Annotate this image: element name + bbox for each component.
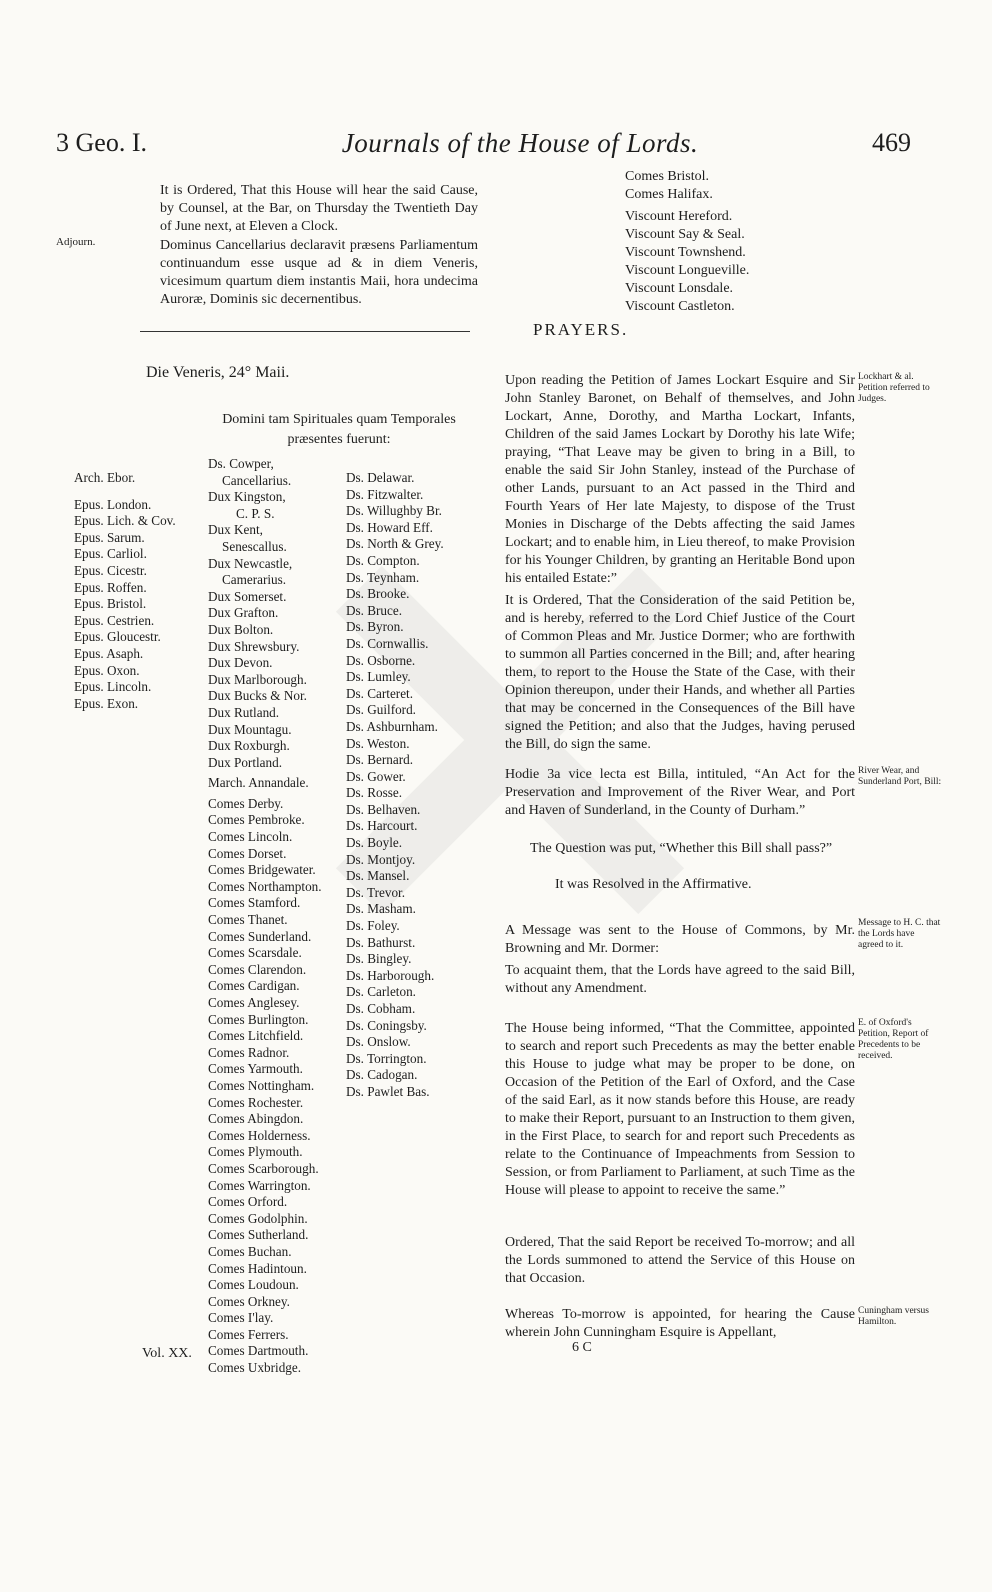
margin-note-lockhart: Lockhart & al. Petition referred to Judges.	[858, 372, 930, 404]
list-item: Comes Dorset.	[208, 845, 287, 861]
list-item: Camerarius.	[222, 572, 287, 588]
list-item: Ds. Rosse.	[346, 785, 403, 801]
list-lords-temporal-1	[208, 456, 348, 1377]
list-item: Ds. Belhaven.	[346, 801, 421, 817]
list-item: Viscount Castleton.	[625, 299, 735, 314]
list-item: Ds. Cobham.	[346, 1001, 416, 1016]
list-item: Epus. Carliol.	[74, 546, 147, 562]
list-item: Comes Litchfield.	[208, 1028, 304, 1044]
top-right-list	[625, 168, 885, 316]
list-item: Ds. Harborough.	[346, 967, 435, 983]
list-item: Ds. Masham.	[346, 901, 416, 917]
list-item: Dux Devon.	[208, 655, 273, 671]
list-item: Ds. Carleton.	[346, 984, 416, 1000]
list-item: Dux Mountagu.	[208, 721, 292, 737]
margin-note-wear: River Wear, and Sunderland Port, Bill:	[858, 766, 942, 787]
list-item: Ds. Onslow.	[346, 1034, 411, 1050]
list-item: Ds. Torrington.	[346, 1050, 427, 1066]
list-item: Comes Hadintoun.	[208, 1260, 307, 1276]
list-item: Ds. Gower.	[346, 768, 406, 784]
list-item: Comes Lincoln.	[208, 829, 293, 845]
cunningham-paragraph: Whereas To-morrow is appointed, for hearing the Cause wherein John Cunningham Esquire is Appellant,	[505, 1307, 855, 1340]
list-item: Ds. Cornwallis.	[346, 635, 429, 651]
list-item: Comes Loudoun.	[208, 1277, 299, 1293]
list-item: Ds. Lumley.	[346, 669, 411, 685]
list-item: Ds. Osborne.	[346, 652, 416, 668]
oxford-paragraph: The House being informed, “That the Committee, appointed to search and report such Precedents as may the better enable this House to judge what may be proper to be done, on Occasion of the Petition of the Earl of Oxford, and the Case of the said Earl, as it now stands before this House, are ready to make their Report, pursuant to an Instruction to them given, in the First Place, to search for and report such Precedents as relate to the Continuance of Impeachments from Session to Session, or from Parliament to Parliament, at such Time as the House will please to appoint to receive the same.”	[505, 1021, 855, 1198]
list-item: Ds. North & Grey.	[346, 536, 444, 552]
list-item: Comes Ferrers.	[208, 1326, 289, 1342]
list-item: Comes Sutherland.	[208, 1227, 309, 1243]
list-item: Comes Burlington.	[208, 1011, 309, 1027]
list-item: Ds. Carteret.	[346, 685, 414, 701]
list-item: Dux Shrewsbury.	[208, 638, 300, 654]
list-item: Ds. Guilford.	[346, 702, 416, 718]
list-lords-temporal-2	[346, 470, 476, 1101]
day-heading: Die Veneris, 24° Maii.	[146, 364, 290, 381]
lockhart-petition-paragraph: Upon reading the Petition of James Lockart Esquire and Sir John Stanley Baronet, on Behalf of themselves, and John Lockart, Anne, Dorothy, and Martha Lockart, Infants, Children of the said James Lockart by Dorothy his late Wife; praying, “That Leave may be given to bring in a Bill, to enable the said Sir John Stanley, instead of the Purchase of other Lands, pursuant to an Act passed in the Third and Fourth Years of Her late Majesty, to dispose of the Trust Monies in Discharge of the Debts affecting the said James Lockart; and to enable him, in Lieu thereof, to make Provision for his Younger Children, by granting an Heritable Bond upon his entailed Estate:”	[505, 373, 855, 586]
list-item: Epus. Gloucestr.	[74, 629, 161, 645]
list-item: Comes Radnor.	[208, 1044, 290, 1060]
prayers-heading: PRAYERS.	[533, 320, 629, 339]
list-item: Comes Nottingham.	[208, 1077, 315, 1093]
list-item: Ds. Willughby Br.	[346, 503, 442, 519]
list-item: Epus. Bristol.	[74, 596, 147, 612]
list-item: Ds. Montjoy.	[346, 851, 416, 867]
list-item: Dux Roxburgh.	[208, 738, 290, 754]
ordered-report-paragraph: Ordered, That the said Report be received To-morrow; and all the Lords summoned to attend the Service of this House on that Occasion.	[505, 1235, 855, 1286]
list-item: Comes Cardigan.	[208, 978, 300, 994]
list-item: Dux Bucks & Nor.	[208, 688, 307, 704]
acquaint-paragraph: To acquaint them, that the Lords have agreed to the said Bill, without any Amendment.	[505, 963, 855, 996]
list-item: Dux Marlborough.	[208, 671, 307, 687]
ordered-paragraph-judges: It is Ordered, That the Consideration of the said Petition be, and is hereby, referred to the Lord Chief Justice of the Court of Common Pleas and Mr. Justice Dormer; who are forthwith to summon all Parties concerned in the Bill; and, after hearing them, to report to the House the State of the Case, with their Opinion thereupon, under their Hands, and whether all Parties that may be concerned in the Consequences of the Bill have signed the Petition; and also that the Judges, having perused the Bill, do sign the same.	[505, 593, 855, 752]
list-item: Comes Scarsdale.	[208, 945, 302, 961]
list-item: Ds. Ashburnham.	[346, 718, 438, 734]
question-line: The Question was put, “Whether this Bill shall pass?”	[530, 841, 833, 856]
list-item: Ds. Weston.	[346, 735, 410, 751]
list-item: Dux Kingston,	[208, 489, 286, 505]
list-item: Epus. Lincoln.	[74, 679, 152, 695]
list-item: Comes Clarendon.	[208, 961, 307, 977]
list-item: Ds. Cowper,	[208, 456, 274, 471]
list-item: Comes I'lay.	[208, 1310, 274, 1326]
header-regnal: 3 Geo. I.	[56, 128, 147, 157]
list-item: Dux Kent,	[208, 522, 263, 538]
list-item: Comes Godolphin.	[208, 1210, 308, 1226]
margin-note-message: Message to H. C. that the Lords have agreed to it.	[858, 918, 941, 950]
list-item: Comes Holderness.	[208, 1127, 311, 1143]
list-item: Ds. Mansel.	[346, 868, 410, 884]
list-item: Ds. Bruce.	[346, 602, 403, 618]
list-item: Viscount Longueville.	[625, 263, 750, 278]
list-item: Ds. Foley.	[346, 918, 400, 934]
page-header	[0, 128, 992, 168]
list-item: Epus. Roffen.	[74, 579, 147, 595]
list-item: March. Annandale.	[208, 775, 309, 791]
list-item: Comes Halifax.	[625, 187, 713, 202]
list-item: Comes Orkney.	[208, 1293, 290, 1309]
list-item: Comes Thanet.	[208, 912, 288, 928]
header-page-number: 469	[872, 128, 911, 157]
list-item: Comes Sunderland.	[208, 928, 312, 944]
list-item: Ds. Howard Eff.	[346, 519, 433, 535]
list-item: Epus. Oxon.	[74, 662, 140, 678]
list-item: Epus. Asaph.	[74, 645, 144, 661]
signature-mark: 6 C	[572, 1340, 592, 1355]
message-paragraph: A Message was sent to the House of Commons, by Mr. Browning and Mr. Dormer:	[505, 923, 855, 956]
adjourn-paragraph: Dominus Cancellarius declaravit præsens Parliamentum continuandum esse usque ad & in diem Veneris, vicesimum quartum diem instantis Maii, hora undecima Auroræ, Dominis sic decernentibus.	[160, 238, 478, 307]
list-item: Epus. London.	[74, 496, 152, 512]
margin-note-cunningham: Cuningham versus Hamilton.	[858, 1306, 929, 1327]
list-item: Ds. Bathurst.	[346, 934, 416, 950]
list-bishops	[74, 470, 184, 712]
list-item: Ds. Cadogan.	[346, 1067, 418, 1083]
margin-note-adjourn: Adjourn.	[56, 236, 96, 248]
list-item: Comes Bristol.	[625, 169, 710, 184]
list-item: Comes Dartmouth.	[208, 1343, 309, 1359]
resolved-line: It was Resolved in the Affirmative.	[555, 877, 752, 892]
list-item: Dux Rutland.	[208, 704, 280, 720]
list-item: Dux Somerset.	[208, 588, 287, 604]
list-item: Ds. Bernard.	[346, 752, 414, 768]
list-item: Viscount Lonsdale.	[625, 281, 734, 296]
list-item: C. P. S.	[236, 505, 275, 521]
list-item: Ds. Compton.	[346, 552, 420, 568]
list-item: Comes Warrington.	[208, 1177, 311, 1193]
list-item: Dux Bolton.	[208, 621, 274, 637]
list-item: Epus. Cestrien.	[74, 612, 155, 628]
list-item: Epus. Exon.	[74, 695, 139, 711]
list-item: Comes Abingdon.	[208, 1111, 304, 1127]
header-title: Journals of the House of Lords.	[341, 128, 699, 158]
list-item: Dux Grafton.	[208, 605, 279, 621]
list-item: Ds. Delawar.	[346, 470, 415, 485]
list-item: Ds. Brooke.	[346, 586, 410, 602]
list-item: Ds. Fitzwalter.	[346, 486, 424, 502]
list-item: Epus. Sarum.	[74, 529, 145, 545]
list-item: Arch. Ebor.	[74, 470, 136, 485]
list-item: Comes Plymouth.	[208, 1144, 303, 1160]
list-item: Ds. Pawlet Bas.	[346, 1083, 430, 1099]
list-item: Ds. Teynham.	[346, 569, 420, 585]
list-item: Epus. Lich. & Cov.	[74, 513, 176, 529]
list-item: Epus. Cicestr.	[74, 562, 147, 578]
divider-left	[140, 331, 470, 332]
list-item: Viscount Say & Seal.	[625, 227, 745, 242]
list-item: Comes Uxbridge.	[208, 1360, 302, 1376]
list-item: Cancellarius.	[222, 472, 292, 488]
list-item: Comes Scarborough.	[208, 1160, 319, 1176]
list-item: Comes Rochester.	[208, 1094, 304, 1110]
margin-note-oxford: E. of Oxford's Petition, Report of Precedents to be received.	[858, 1018, 929, 1061]
list-item: Viscount Hereford.	[625, 209, 733, 224]
list-item: Ds. Byron.	[346, 619, 404, 635]
list-item: Dux Newcastle,	[208, 555, 293, 571]
wear-bill-paragraph: Hodie 3a vice lecta est Billa, intituled, “An Act for the Preservation and Improvement of the River Wear, and Port and Haven of Sunderland, in the County of Durham.”	[505, 767, 855, 818]
list-item: Viscount Townshend.	[625, 245, 746, 260]
list-item: Ds. Harcourt.	[346, 818, 418, 834]
list-item: Ds. Boyle.	[346, 835, 403, 851]
list-item: Comes Pembroke.	[208, 812, 305, 828]
list-item: Comes Buchan.	[208, 1243, 292, 1259]
list-item: Comes Northampton.	[208, 878, 322, 894]
list-item: Ds. Bingley.	[346, 951, 412, 967]
list-item: Comes Derby.	[208, 795, 284, 811]
list-item: Comes Yarmouth.	[208, 1061, 303, 1077]
list-item: Ds. Trevor.	[346, 884, 405, 900]
list-item: Comes Anglesey.	[208, 995, 300, 1010]
list-item: Ds. Coningsby.	[346, 1017, 427, 1033]
ordered-paragraph-top: It is Ordered, That this House will hear the said Cause, by Counsel, at the Bar, on Thursday the Twentieth Day of June next, at Eleven a Clock.	[160, 183, 478, 234]
list-item: Senescallus.	[222, 538, 287, 554]
list-item: Comes Bridgewater.	[208, 862, 316, 878]
domini-heading: Domini tam Spirituales quam Temporales præsentes fuerunt:	[222, 412, 456, 447]
volume-number: Vol. XX.	[142, 1346, 192, 1361]
list-item: Comes Orford.	[208, 1194, 288, 1210]
list-item: Comes Stamford.	[208, 895, 301, 911]
list-item: Dux Portland.	[208, 754, 282, 770]
